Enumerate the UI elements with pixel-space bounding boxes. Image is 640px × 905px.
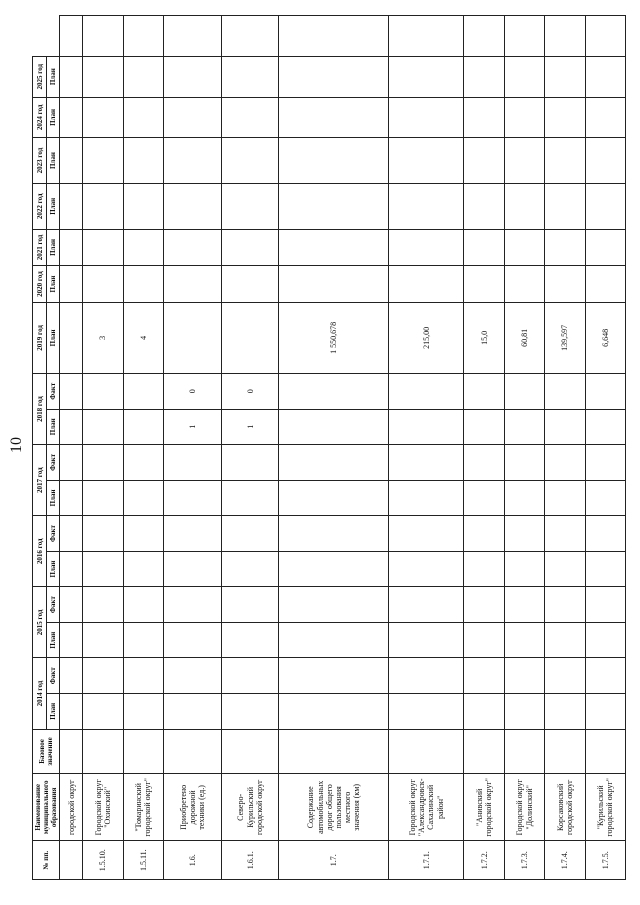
header-plan: План [47, 551, 60, 587]
table-cell [545, 56, 585, 97]
table-cell [545, 729, 585, 774]
table-cell [464, 587, 504, 623]
table-cell [545, 658, 585, 694]
table-cell [123, 56, 163, 97]
table-cell [504, 445, 544, 481]
table-cell [585, 183, 626, 229]
table-cell [123, 183, 163, 229]
table-cell [60, 480, 83, 516]
table-cell [163, 266, 221, 303]
table-cell [83, 183, 123, 229]
table-cell [585, 516, 626, 552]
value-2018-plan [545, 409, 585, 445]
table-cell [504, 729, 544, 774]
table-cell [545, 229, 585, 266]
table-cell [585, 729, 626, 774]
table-cell [221, 56, 279, 97]
header-base: Базовое значение [33, 729, 60, 774]
value-2018-fact: 0 [163, 373, 221, 409]
table-cell [464, 138, 504, 184]
table-cell [163, 729, 221, 774]
table-cell [83, 16, 123, 57]
table-cell [545, 622, 585, 658]
table-cell [83, 229, 123, 266]
table-cell [163, 97, 221, 138]
table-cell [279, 56, 389, 97]
header-plan: План [47, 138, 60, 184]
table-cell [464, 97, 504, 138]
table-cell [60, 694, 83, 730]
row-name: городской округ [60, 774, 83, 841]
table-cell [464, 56, 504, 97]
table-cell [389, 56, 464, 97]
table-cell [545, 97, 585, 138]
table-cell [389, 622, 464, 658]
table-cell [464, 445, 504, 481]
table-cell [279, 551, 389, 587]
value-2018-fact [279, 373, 389, 409]
table-cell [83, 266, 123, 303]
table-cell [504, 587, 544, 623]
table-cell [83, 587, 123, 623]
value-2019-plan: 1 550,678 [279, 302, 389, 373]
table-cell [221, 445, 279, 481]
table-row [60, 16, 83, 880]
table-cell [504, 229, 544, 266]
table-cell [163, 445, 221, 481]
table-cell [221, 622, 279, 658]
table-cell [221, 587, 279, 623]
header-year-2024: 2024 год [33, 97, 47, 138]
table-row [464, 16, 504, 880]
header-fact: Факт [47, 373, 60, 409]
table-cell [389, 266, 464, 303]
value-2018-fact [60, 373, 83, 409]
header-plan: План [47, 622, 60, 658]
table-cell [123, 97, 163, 138]
table-cell [163, 694, 221, 730]
table-cell [221, 183, 279, 229]
table-cell [389, 480, 464, 516]
value-2018-fact [545, 373, 585, 409]
table-cell [60, 266, 83, 303]
header-year-2022: 2022 год [33, 183, 47, 229]
table-cell [389, 138, 464, 184]
header-plan: План [47, 183, 60, 229]
header-plan: План [47, 694, 60, 730]
table-cell [464, 694, 504, 730]
table-cell [221, 480, 279, 516]
table-cell [389, 445, 464, 481]
table-cell [585, 229, 626, 266]
table-cell [504, 480, 544, 516]
row-name: "Томаринский городской округ" [123, 774, 163, 841]
table-cell [123, 138, 163, 184]
table-row [83, 16, 123, 880]
value-2019-plan: 3 [83, 302, 123, 373]
header-plan: План [47, 302, 60, 373]
table-row [389, 16, 464, 880]
table-cell [123, 622, 163, 658]
table-cell [163, 56, 221, 97]
table-cell [585, 97, 626, 138]
value-2019-plan: 6,648 [585, 302, 626, 373]
row-name: Приобретено дорожной техники (ед.) [163, 774, 221, 841]
table-cell [60, 97, 83, 138]
header-year-2021: 2021 год [33, 229, 47, 266]
value-2019-plan [221, 302, 279, 373]
value-2018-plan [83, 409, 123, 445]
table-cell [504, 183, 544, 229]
table-cell [279, 183, 389, 229]
table-cell [545, 587, 585, 623]
table-cell [545, 480, 585, 516]
value-2019-plan: 60,81 [504, 302, 544, 373]
row-name: Городской округ "Долинский" [504, 774, 544, 841]
table-cell [163, 229, 221, 266]
header-year-2019: 2019 год [33, 302, 47, 373]
table-cell [464, 729, 504, 774]
table-cell [389, 97, 464, 138]
value-2018-plan: 1 [221, 409, 279, 445]
table-cell [545, 138, 585, 184]
row-number [60, 841, 83, 880]
row-number: 1.6. [163, 841, 221, 880]
table-cell [163, 658, 221, 694]
table-cell [83, 694, 123, 730]
table-cell [504, 694, 544, 730]
table-cell [464, 516, 504, 552]
table-row [163, 16, 221, 880]
value-2018-plan [123, 409, 163, 445]
table-cell [585, 694, 626, 730]
table-cell [585, 480, 626, 516]
table-cell [504, 16, 544, 57]
value-2018-plan [585, 409, 626, 445]
header-year-2023: 2023 год [33, 138, 47, 184]
header-fact: Факт [47, 445, 60, 481]
header-plan: План [47, 97, 60, 138]
table-row [279, 16, 389, 880]
table-cell [83, 516, 123, 552]
row-number: 1.7. [279, 841, 389, 880]
table-cell [389, 183, 464, 229]
value-2018-plan [389, 409, 464, 445]
header-plan: План [47, 229, 60, 266]
table-cell [221, 694, 279, 730]
table-cell [83, 445, 123, 481]
header-plan: План [47, 409, 60, 445]
table-cell [83, 729, 123, 774]
table-cell [163, 16, 221, 57]
table-cell [545, 551, 585, 587]
table-cell [464, 658, 504, 694]
table-cell [123, 16, 163, 57]
table-cell [504, 516, 544, 552]
table-cell [279, 138, 389, 184]
page-number: 10 [8, 437, 25, 453]
table-cell [389, 587, 464, 623]
table-cell [60, 658, 83, 694]
value-2019-plan [163, 302, 221, 373]
table-cell [464, 551, 504, 587]
header-year-2017: 2017 год [33, 445, 47, 516]
table-cell [60, 138, 83, 184]
header-plan: План [47, 266, 60, 303]
table-cell [389, 516, 464, 552]
table-cell [221, 551, 279, 587]
table-cell [545, 516, 585, 552]
table-cell [60, 622, 83, 658]
row-name: Корсаковский городской округ [545, 774, 585, 841]
row-name: Северо-Курильский городской округ [221, 774, 279, 841]
table-cell [464, 480, 504, 516]
table-cell [163, 516, 221, 552]
table-cell [83, 622, 123, 658]
table-cell [585, 138, 626, 184]
row-number: 1.7.5. [585, 841, 626, 880]
table-cell [123, 694, 163, 730]
table-cell [60, 56, 83, 97]
table-cell [389, 229, 464, 266]
table-row [545, 16, 585, 880]
value-2018-plan: 1 [163, 409, 221, 445]
row-number: 1.5.11. [123, 841, 163, 880]
table-cell [279, 658, 389, 694]
table-cell [221, 658, 279, 694]
table-cell [123, 266, 163, 303]
table-cell [504, 56, 544, 97]
value-2018-fact [123, 373, 163, 409]
table-cell [585, 587, 626, 623]
table-cell [464, 16, 504, 57]
header-name: Наименование муниципального образования [33, 774, 60, 841]
table-cell [504, 266, 544, 303]
table-cell [504, 138, 544, 184]
value-2019-plan: 15,0 [464, 302, 504, 373]
table-cell [585, 445, 626, 481]
table-cell [123, 729, 163, 774]
row-name: "Курильский городской округ" [585, 774, 626, 841]
table-cell [389, 658, 464, 694]
value-2019-plan [60, 302, 83, 373]
table-cell [504, 97, 544, 138]
table-cell [464, 622, 504, 658]
row-name: Городской округ "Охинский" [83, 774, 123, 841]
header-year-2018: 2018 год [33, 373, 47, 444]
table-cell [123, 658, 163, 694]
table-cell [545, 183, 585, 229]
value-2019-plan: 139,597 [545, 302, 585, 373]
table-cell [389, 694, 464, 730]
table-cell [464, 183, 504, 229]
row-name: "Анивский городской округ" [464, 774, 504, 841]
table-cell [60, 16, 83, 57]
table-cell [221, 516, 279, 552]
table-cell [279, 229, 389, 266]
row-number: 1.7.3. [504, 841, 544, 880]
table-cell [585, 266, 626, 303]
table-cell [60, 729, 83, 774]
table-row [585, 16, 626, 880]
value-2018-fact [464, 373, 504, 409]
table-cell [504, 658, 544, 694]
table-row [123, 16, 163, 880]
table-cell [123, 229, 163, 266]
table-cell [279, 480, 389, 516]
table-cell [123, 445, 163, 481]
value-2019-plan: 215,00 [389, 302, 464, 373]
table-cell [585, 622, 626, 658]
header-year-2015: 2015 год [33, 587, 47, 658]
table-cell [163, 480, 221, 516]
table-cell [163, 622, 221, 658]
row-name: Городской округ "Александровск-Сахалинский район" [389, 774, 464, 841]
value-2018-fact [389, 373, 464, 409]
table-cell [83, 551, 123, 587]
table-cell [585, 658, 626, 694]
table-cell [221, 16, 279, 57]
table-cell [389, 551, 464, 587]
table-row [221, 16, 279, 880]
value-2018-fact: 0 [221, 373, 279, 409]
row-name: Содержание автомобильных дорог общего пользования местного значения (км) [279, 774, 389, 841]
indicators-table [32, 15, 626, 880]
header-fact: Факт [47, 658, 60, 694]
table-cell [279, 516, 389, 552]
table-cell [279, 97, 389, 138]
table-cell [123, 551, 163, 587]
header-num: № пп. [33, 841, 60, 880]
table-cell [279, 16, 389, 57]
table-cell [279, 445, 389, 481]
table-cell [163, 551, 221, 587]
value-2019-plan: 4 [123, 302, 163, 373]
table-cell [221, 97, 279, 138]
table-cell [221, 266, 279, 303]
table-row [504, 16, 544, 880]
table-cell [279, 266, 389, 303]
table-cell [504, 551, 544, 587]
table-cell [221, 729, 279, 774]
table-cell [464, 229, 504, 266]
header-year-2020: 2020 год [33, 266, 47, 303]
table-cell [221, 138, 279, 184]
table-cell [279, 622, 389, 658]
table-cell [545, 694, 585, 730]
table-cell [279, 587, 389, 623]
table-cell [60, 445, 83, 481]
header-fact: Факт [47, 587, 60, 623]
table-cell [279, 729, 389, 774]
row-number: 1.7.4. [545, 841, 585, 880]
value-2018-plan [464, 409, 504, 445]
table-cell [123, 480, 163, 516]
table-cell [585, 551, 626, 587]
table-cell [60, 183, 83, 229]
row-number: 1.7.2. [464, 841, 504, 880]
table-cell [504, 622, 544, 658]
table-cell [123, 587, 163, 623]
table-cell [279, 694, 389, 730]
header-plan: План [47, 480, 60, 516]
header-year-2016: 2016 год [33, 516, 47, 587]
table-cell [163, 587, 221, 623]
table-cell [221, 229, 279, 266]
table-cell [83, 658, 123, 694]
value-2018-fact [585, 373, 626, 409]
table-cell [585, 16, 626, 57]
row-number: 1.5.10. [83, 841, 123, 880]
table-cell [163, 138, 221, 184]
row-number: 1.6.1. [221, 841, 279, 880]
value-2018-plan [60, 409, 83, 445]
table-cell [545, 16, 585, 57]
value-2018-plan [504, 409, 544, 445]
table-cell [60, 551, 83, 587]
table-cell [389, 729, 464, 774]
header-year-2014: 2014 год [33, 658, 47, 729]
table-cell [389, 16, 464, 57]
header-year-2025: 2025 год [33, 56, 47, 97]
value-2018-plan [279, 409, 389, 445]
table-cell [123, 516, 163, 552]
value-2018-fact [504, 373, 544, 409]
table-cell [545, 266, 585, 303]
table-cell [83, 138, 123, 184]
value-2018-fact [83, 373, 123, 409]
table-cell [585, 56, 626, 97]
header-plan: План [47, 56, 60, 97]
table-body [60, 16, 626, 880]
table-cell [163, 183, 221, 229]
row-number: 1.7.1. [389, 841, 464, 880]
table-cell [60, 587, 83, 623]
table-cell [83, 97, 123, 138]
table-cell [83, 56, 123, 97]
table-cell [464, 266, 504, 303]
table-cell [60, 516, 83, 552]
header-fact: Факт [47, 516, 60, 552]
table-cell [60, 229, 83, 266]
table-cell [545, 445, 585, 481]
table-cell [83, 480, 123, 516]
